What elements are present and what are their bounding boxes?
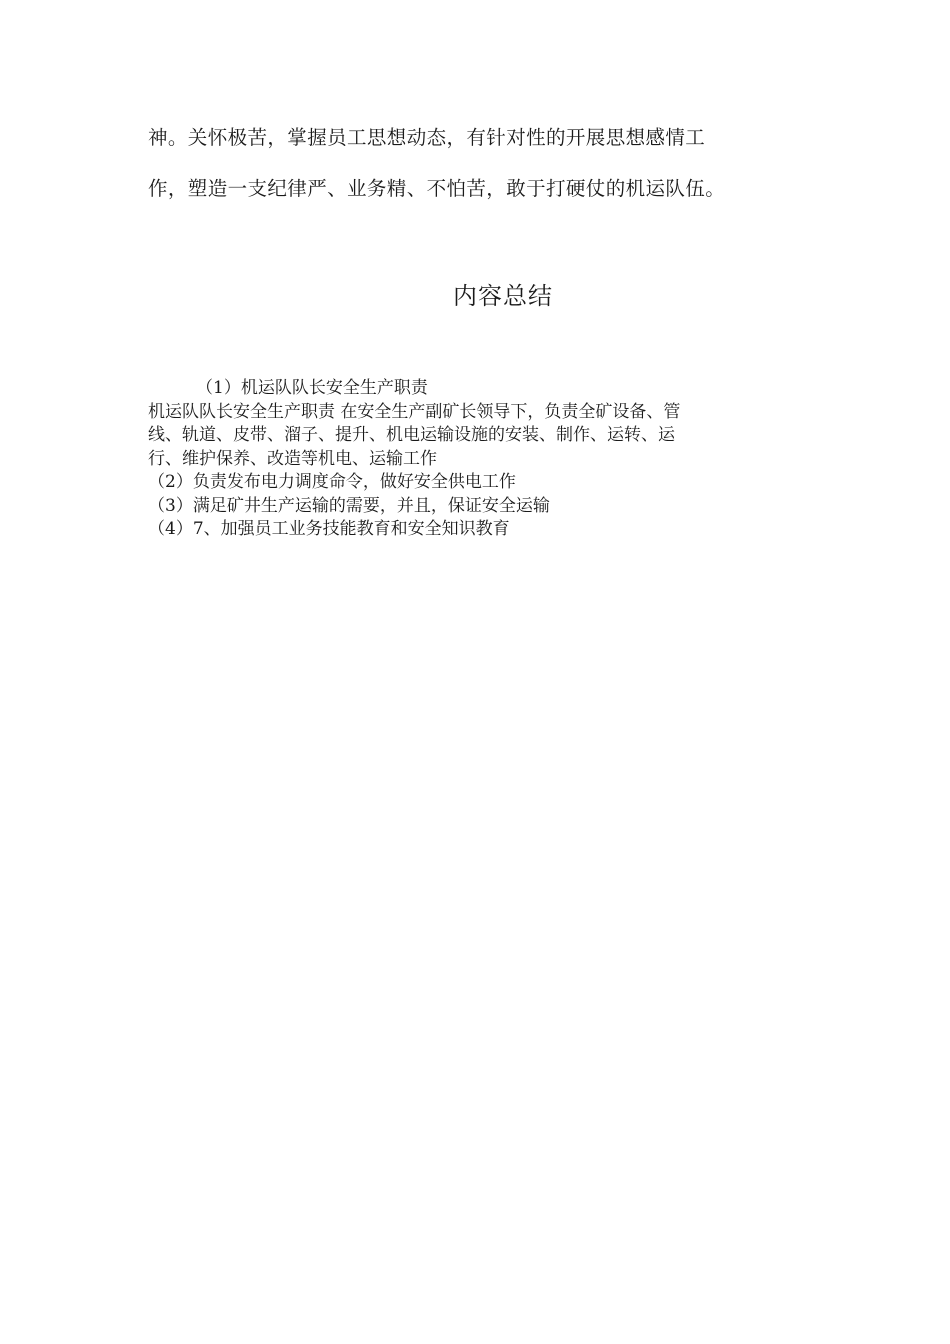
- summary-title: 内容总结: [453, 282, 553, 310]
- summary-item-heading: （1）机运队队长安全生产职责: [196, 378, 428, 398]
- summary-item-text-line: 机运队队长安全生产职责 在安全生产副矿长领导下，负责全矿设备、管: [148, 401, 681, 422]
- summary-item-text-line: 线、轨道、皮带、溜子、提升、机电运输设施的安装、制作、运转、运: [148, 425, 675, 445]
- summary-item-2: （2）负责发布电力调度命令，做好安全供电工作: [148, 472, 516, 492]
- summary-section: [148, 377, 798, 542]
- body-text-line: 作，塑造一支纪律严、业务精、不怕苦，敢于打硬仗的机运队伍。: [148, 177, 726, 200]
- summary-item-3: （3）满足矿井生产运输的需要，并且，保证安全运输: [148, 495, 550, 516]
- summary-item-text-line: 行、维护保养、改造等机电、运输工作: [148, 448, 437, 469]
- summary-item-4: （4）7、加强员工业务技能教育和安全知识教育: [148, 519, 510, 539]
- body-text-line: 神。关怀极苦，掌握员工思想动态，有针对性的开展思想感情工: [148, 126, 706, 149]
